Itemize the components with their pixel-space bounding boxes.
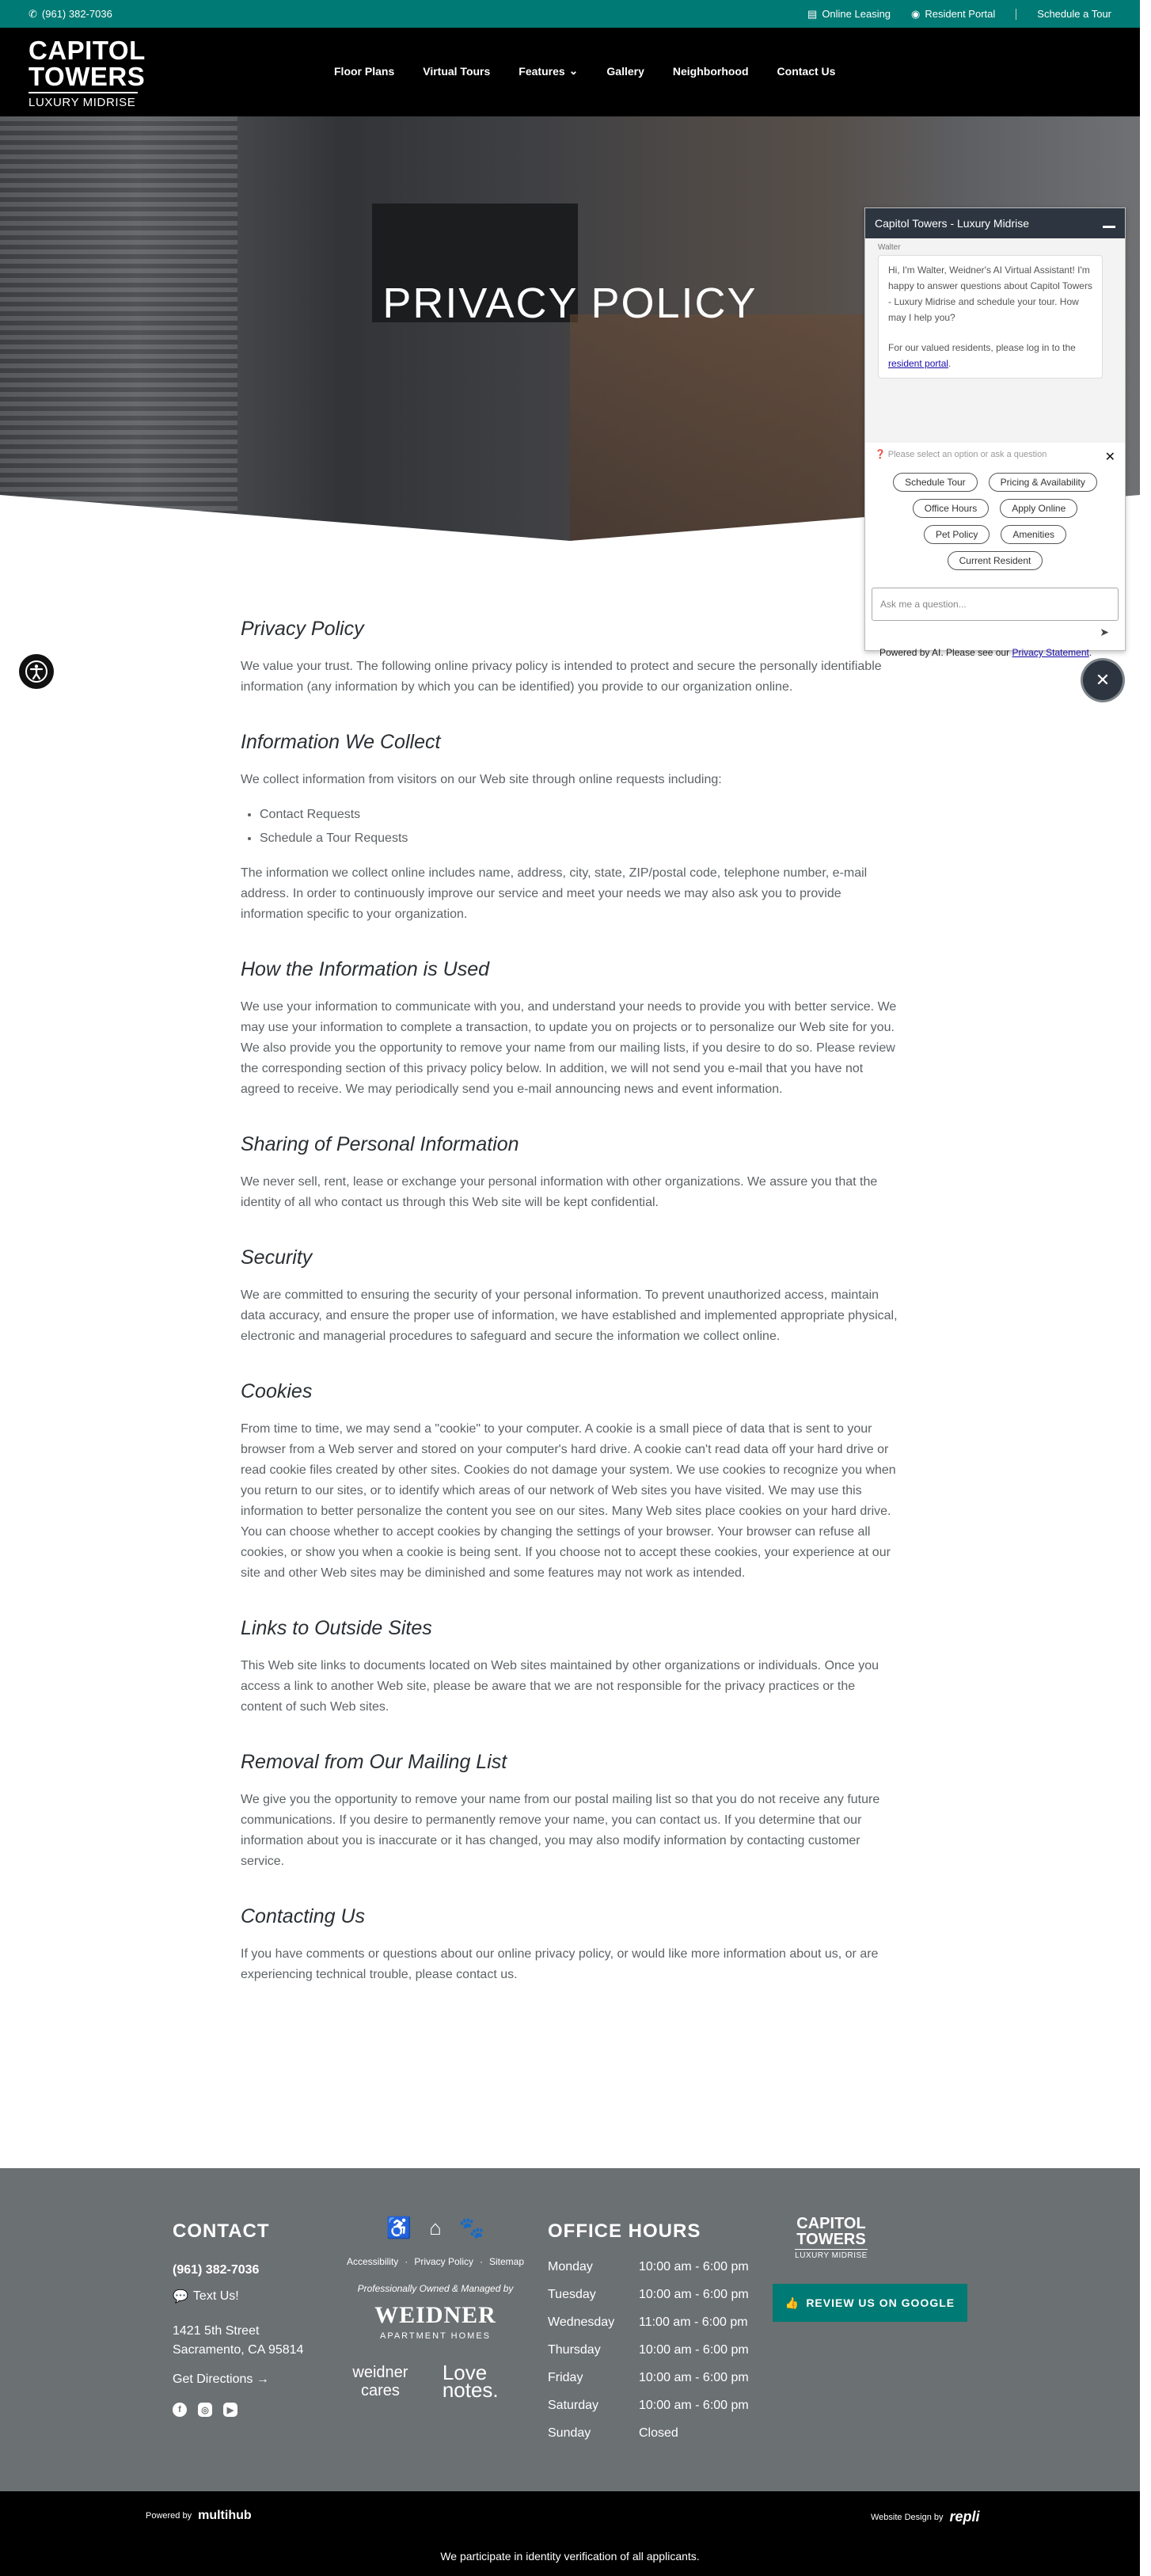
section-information-we-collect — [241, 731, 899, 925]
instagram-icon[interactable]: ◎ — [198, 2403, 212, 2417]
section-paragraph: We give you the opportunity to remove your name from our postal mailing list so that you do not receive any future communications. If you desire to permanently remove your name, you can contact us. If you determine that our information about you is inaccurate or it has changed, you may also modify information by contacting customer service. — [241, 1793, 880, 1868]
top-phone-label: (961) 382-7036 — [41, 8, 112, 20]
section-heading: Privacy Policy — [241, 618, 364, 640]
section-cookies — [241, 1380, 899, 1584]
section-privacy-policy — [241, 618, 899, 698]
top-bar — [0, 0, 1140, 28]
powered-by[interactable] — [146, 2509, 252, 2523]
text-us-link[interactable] — [173, 2289, 331, 2304]
accessibility-link[interactable]: Accessibility — [346, 2256, 399, 2267]
hours-time: 10:00 am - 6:00 pm — [639, 2288, 749, 2301]
section-paragraph: We value your trust. The following online privacy policy is intended to protect and secure the personally identifiable information (any information by which you can be identified) you provide to our organization online. — [241, 660, 882, 694]
privacy-statement-link[interactable]: Privacy Statement — [1012, 647, 1089, 658]
online-leasing-link[interactable] — [807, 8, 891, 21]
chip-current-resident[interactable]: Current Resident — [948, 551, 1043, 570]
footer-address — [173, 2322, 331, 2360]
chip-pet-policy[interactable]: Pet Policy — [924, 525, 990, 544]
partner-logos — [339, 2361, 532, 2402]
footer-contact — [173, 2220, 331, 2417]
pet-paw-icon: 🐾 — [458, 2216, 485, 2239]
bottom-bar — [0, 2491, 1140, 2576]
chat-powered: Powered by AI. Please see our Privacy Statement. — [879, 647, 1092, 658]
send-icon[interactable]: ➤ — [1100, 626, 1109, 638]
online-leasing-label: Online Leasing — [822, 8, 891, 20]
section-contacting-us — [241, 1905, 899, 1985]
section-paragraph: From time to time, we may send a "cookie" to your computer. A cookie is a small piece of data that is sent to your browser from a Web server and stored on your computer's hard drive. A cookie can't read data off your hard drive or read cookie files created by other sites. Cookies do not damage your system. We use cookies to recognize you when you return to our sites, or to identify which areas of our network of Web sites you have visited. We may use this information to better personalize the content you see on our sites. Many Web sites place cookies on your hard drive. You can choose whether to accept cookies by changing the settings of your browser. Your browser can refuse all cookies, or show you when a cookie is being sent. If you choose not to accept these cookies, your experience at our site and other Web sites may be diminished and some features may not work as intended. — [241, 1422, 896, 1580]
weidner-sub: APARTMENT HOMES — [379, 2331, 492, 2341]
footer-brand — [773, 2216, 969, 2322]
hours-time: 10:00 am - 6:00 pm — [639, 2399, 749, 2412]
love-notes-logo[interactable]: Love notes. — [442, 2361, 499, 2402]
user-icon: ◉ — [911, 7, 921, 20]
hours-day: Friday — [548, 2371, 583, 2384]
chat-resident-text: For our valued residents, please log in to the — [888, 342, 1076, 353]
chat-powered-text: Powered by AI. Please see our — [879, 647, 1010, 658]
chat-prompt-text: Please select an option or ask a question — [887, 450, 1047, 459]
question-icon: ❓ — [875, 450, 886, 459]
chat-header — [865, 208, 1125, 238]
logo-line1: CAPITOL — [28, 36, 146, 65]
section-heading: How the Information is Used — [241, 958, 490, 980]
weidner-logo[interactable] — [339, 2302, 532, 2346]
weidner-cares-logo[interactable]: weidner cares — [352, 2364, 408, 2399]
chevron-down-icon: ⌄ — [568, 64, 579, 77]
collect-list — [260, 803, 899, 850]
hours-row — [548, 2315, 785, 2343]
site-logo[interactable] — [28, 36, 146, 109]
hero-window-blinds — [0, 116, 237, 542]
multihub-logo: multihub — [198, 2509, 252, 2522]
chat-close-button[interactable] — [1083, 660, 1123, 700]
footer-phone[interactable]: (961) 382-7036 — [173, 2263, 260, 2277]
section-security — [241, 1246, 899, 1347]
section-paragraph: We are committed to ensuring the security of your personal information. To prevent unauthorized access, maintain data accuracy, and ensure the proper use of information, we have established and implemented appropriate physical, electronic and managerial procedures to safeguard and secure the information we collect online. — [241, 1288, 898, 1343]
chat-sender: Walter — [878, 243, 901, 252]
office-hours — [548, 2220, 785, 2454]
hours-day: Tuesday — [548, 2288, 596, 2301]
hours-day: Sunday — [548, 2426, 591, 2440]
chat-widget — [864, 207, 1126, 658]
chat-title: Capitol Towers - Luxury Midrise — [875, 217, 1030, 230]
wheelchair-icon: ♿ — [386, 2216, 412, 2239]
logo-line2: TOWERS — [28, 62, 146, 91]
top-links — [807, 8, 1111, 21]
get-directions-link[interactable]: Get Directions → — [173, 2372, 269, 2386]
text-us-label: Text Us! — [192, 2289, 239, 2303]
nav-features[interactable] — [519, 64, 578, 78]
logo-rule — [28, 92, 138, 93]
nav-contact-us[interactable]: Contact Us — [777, 64, 836, 78]
resident-portal-link[interactable] — [911, 8, 995, 21]
chat-prompt — [875, 449, 1047, 465]
section-heading: Links to Outside Sites — [241, 1617, 432, 1639]
section-how-used — [241, 958, 899, 1100]
chat-resident-note: For our valued residents, please log in to the resident portal. — [888, 342, 1076, 369]
hours-row — [548, 2371, 785, 2399]
repli-logo: repli — [949, 2509, 980, 2525]
chat-message — [878, 255, 1103, 379]
chat-prompt-row — [875, 449, 1115, 465]
thumbs-up-icon: 👍 — [784, 2296, 800, 2309]
document-icon: ▤ — [807, 7, 818, 20]
nav-features-label: Features — [519, 64, 565, 78]
hours-time: 11:00 am - 6:00 pm — [639, 2315, 748, 2329]
contact-heading: CONTACT — [173, 2220, 270, 2242]
website-design-by[interactable] — [871, 2509, 980, 2525]
hours-time: 10:00 am - 6:00 pm — [639, 2260, 749, 2274]
chip-office-hours[interactable]: Office Hours — [913, 499, 989, 518]
privacy-policy-link[interactable]: Privacy Policy — [414, 2256, 473, 2267]
section-heading: Information We Collect — [241, 731, 441, 753]
main-nav — [334, 64, 835, 78]
hours-day: Saturday — [548, 2399, 599, 2412]
phone-icon: ✆ — [28, 7, 37, 20]
logo-line3: LUXURY MIDRISE — [28, 96, 136, 109]
managed-by: Professionally Owned & Managed by — [357, 2283, 514, 2294]
section-sharing — [241, 1133, 899, 1213]
site-footer — [0, 2168, 1140, 2491]
hours-row — [548, 2288, 785, 2315]
accessibility-icon[interactable] — [19, 654, 54, 689]
address-line1: 1421 5th Street — [173, 2324, 260, 2338]
section-heading: Sharing of Personal Information — [241, 1133, 519, 1155]
chip-amenities[interactable]: Amenities — [1001, 525, 1066, 544]
chat-option-chips — [875, 473, 1115, 570]
equal-housing-icon: ⌂ — [429, 2216, 442, 2239]
chat-input[interactable]: Ask me a question... — [872, 588, 1119, 621]
divider: · — [405, 2256, 408, 2267]
hours-time: Closed — [639, 2426, 678, 2440]
chip-pricing[interactable]: Pricing & Availability — [989, 473, 1097, 492]
resident-portal-label: Resident Portal — [925, 8, 996, 20]
close-icon: ✕ — [1095, 670, 1111, 690]
section-mailing-removal — [241, 1751, 899, 1872]
top-phone-link[interactable] — [28, 8, 112, 21]
chat-message-text: Hi, I'm Walter, Weidner's AI Virtual Assistant! I'm happy to answer questions about Capitol Towers - Luxury Midrise and schedule your tour. How may I help you? — [888, 264, 1092, 323]
section-paragraph: This Web site links to documents located on Web sites maintained by other organizations or individuals. Once you access a link to another Web site, please be aware that we are not responsible for the privacy practices or the content of such Web sites. — [241, 1659, 879, 1714]
policy-content — [241, 618, 899, 2019]
nav-floor-plans[interactable]: Floor Plans — [334, 64, 395, 78]
section-paragraph: We collect information from visitors on our Web site through online requests including: — [241, 773, 722, 786]
hours-time: 10:00 am - 6:00 pm — [639, 2343, 749, 2357]
chip-apply-online[interactable]: Apply Online — [1000, 499, 1077, 518]
sitemap-link[interactable]: Sitemap — [489, 2256, 525, 2267]
nav-gallery[interactable]: Gallery — [606, 64, 644, 78]
hours-day: Monday — [548, 2260, 593, 2274]
hours-day: Thursday — [548, 2343, 601, 2357]
chat-messages — [865, 238, 1125, 443]
section-heading: Cookies — [241, 1380, 313, 1402]
chat-bubble-icon: 💬 — [173, 2290, 188, 2304]
nav-virtual-tours[interactable]: Virtual Tours — [423, 64, 491, 78]
list-item: • Contact Requests — [260, 803, 899, 827]
chat-options — [865, 443, 1125, 570]
review-google-label: REVIEW US ON GOOGLE — [806, 2296, 955, 2309]
section-paragraph: The information we collect online includes name, address, city, state, ZIP/postal code, telephone number, e-mail address. In order to continuously improve our service and meet your needs we may also ask you to provide information specific to your organization. — [241, 866, 868, 921]
footer-center — [339, 2216, 532, 2400]
identity-verification-note: We participate in identity verification of all applicants. — [440, 2550, 700, 2563]
hours-row — [548, 2426, 785, 2454]
section-paragraph: If you have comments or questions about our online privacy policy, or would like more information about us, or are experiencing technical trouble, please contact us. — [241, 1947, 879, 1981]
section-heading: Removal from Our Mailing List — [241, 1751, 507, 1773]
social-links — [173, 2403, 331, 2417]
divider: · — [480, 2256, 483, 2267]
footer-compliance-icons — [339, 2216, 532, 2240]
section-paragraph: We use your information to communicate with you, and understand your needs to provide you with better service. We may use your information to complete a transaction, to update you on projects or to personalize our Web site for you. We also provide you the opportunity to remove your name from our mailing lists, if you desire to do so. Please review the corresponding section of this privacy policy below. In addition, we will not send you e-mail that you have not agreed to receive. We may periodically send you e-mail announcing news and event information. — [241, 1000, 897, 1096]
page-title: PRIVACY POLICY — [382, 280, 758, 327]
hours-time: 10:00 am - 6:00 pm — [639, 2371, 749, 2384]
section-paragraph: We never sell, rent, lease or exchange your personal information with other organizations. We assure you that the identity of all who contact us through this Web site will be kept confidential. — [241, 1175, 878, 1209]
address-line2: Sacramento, CA 95814 — [173, 2343, 304, 2357]
youtube-icon[interactable]: ▶ — [223, 2403, 237, 2417]
section-outside-links — [241, 1617, 899, 1718]
close-icon[interactable]: ✕ — [1104, 451, 1115, 464]
footer-logo-line3: LUXURY MIDRISE — [795, 2251, 868, 2260]
hours-row — [548, 2399, 785, 2426]
chip-schedule-tour[interactable]: Schedule Tour — [893, 473, 978, 492]
hours-heading: OFFICE HOURS — [548, 2220, 701, 2242]
footer-logo-line2: TOWERS — [796, 2231, 866, 2248]
schedule-tour-link[interactable]: Schedule a Tour — [1037, 8, 1111, 20]
resident-portal-chat-link[interactable]: resident portal — [888, 358, 949, 369]
weidner-name: WEIDNER — [374, 2302, 496, 2328]
nav-neighborhood[interactable]: Neighborhood — [672, 64, 749, 78]
hours-row — [548, 2343, 785, 2371]
powered-label: Powered by — [146, 2511, 192, 2521]
design-label: Website Design by — [871, 2512, 944, 2522]
facebook-icon[interactable]: f — [173, 2403, 187, 2417]
hours-day: Wednesday — [548, 2315, 615, 2329]
footer-logo-rule — [795, 2249, 868, 2250]
minimize-icon[interactable] — [1103, 226, 1115, 228]
site-header — [0, 28, 1140, 116]
hours-row — [548, 2260, 785, 2288]
footer-logo-line1: CAPITOL — [796, 2215, 866, 2232]
section-heading: Security — [241, 1246, 313, 1269]
footer-links — [339, 2256, 532, 2267]
list-item: • Schedule a Tour Requests — [260, 827, 899, 850]
section-heading: Contacting Us — [241, 1905, 366, 1927]
footer-logo[interactable] — [792, 2216, 871, 2260]
review-google-button[interactable] — [773, 2284, 967, 2322]
